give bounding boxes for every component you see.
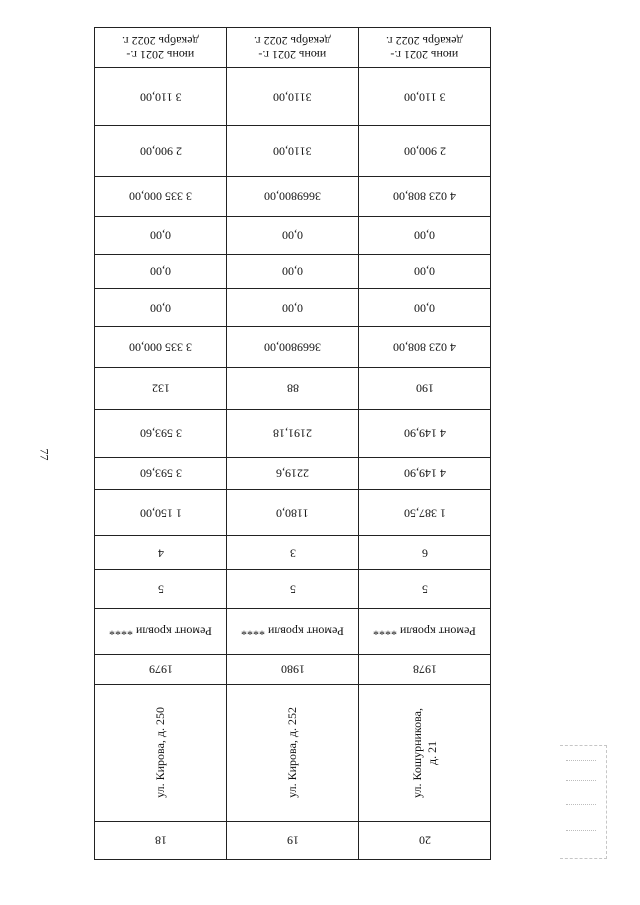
value: 5	[157, 582, 164, 597]
value: 0,00	[282, 228, 303, 243]
row-fund-1	[95, 216, 491, 254]
value: 4 149,90	[403, 466, 446, 481]
row-living-area	[95, 409, 491, 457]
row-fund-2	[95, 255, 491, 289]
row-year	[95, 654, 491, 684]
value: 4 023 808,00	[393, 189, 456, 204]
value: 0,00	[414, 228, 435, 243]
value: 1979	[148, 662, 173, 677]
value: 3 593,60	[139, 466, 182, 481]
row-total-area	[95, 457, 491, 489]
row-number	[95, 821, 491, 859]
value: 3669800,00	[264, 189, 321, 204]
value: 0,00	[414, 300, 435, 315]
value: 3669800,00	[264, 340, 321, 355]
row-period	[95, 28, 491, 68]
address: ул. Кирова, д. 250	[153, 707, 167, 799]
value: 1 150,00	[139, 505, 182, 520]
value: 0,00	[414, 264, 435, 279]
value: 1 387,50	[403, 505, 446, 520]
value: 1978	[412, 662, 437, 677]
row-owners-funds	[95, 327, 491, 367]
value: 5	[421, 582, 428, 597]
value: 3 110,00	[403, 90, 446, 105]
value: 190	[415, 381, 434, 396]
value: 1980	[280, 662, 305, 677]
row-entrances	[95, 536, 491, 570]
cell-period-18: июнь 2021 г.- декабрь 2022 г.	[95, 28, 227, 68]
cell-period-19: июнь 2021 г.- декабрь 2022 г.	[227, 28, 359, 68]
row-total-cost	[95, 176, 491, 216]
value: 0,00	[150, 264, 171, 279]
row-fund-3	[95, 289, 491, 327]
value: 20	[418, 833, 431, 848]
value: 3 110,00	[139, 90, 182, 105]
value: Ремонт кровли ****	[109, 624, 212, 639]
value: 3 593,60	[139, 426, 182, 441]
faint-stamp-mark	[560, 745, 607, 859]
address: ул. Кирова, д. 252	[285, 707, 299, 799]
value: 18	[154, 833, 167, 848]
row-residents	[95, 367, 491, 409]
value: 4 023 808,00	[393, 340, 456, 355]
housing-repair-table	[94, 27, 491, 860]
row-limit-price	[95, 126, 491, 176]
row-work-type	[95, 608, 491, 654]
value: 1180,0	[276, 505, 309, 520]
value: Ремонт кровли ****	[241, 624, 344, 639]
page-number: 77	[37, 448, 52, 461]
value: 3110,00	[273, 90, 312, 105]
value: 3 335 000,00	[129, 340, 192, 355]
value: 6	[421, 546, 428, 561]
value: 3 335 000,00	[129, 189, 192, 204]
value: 0,00	[150, 300, 171, 315]
value: 0,00	[282, 264, 303, 279]
value: 2 900,00	[403, 144, 446, 159]
value: 2 900,00	[139, 144, 182, 159]
row-address	[95, 685, 491, 822]
row-price-per-m2	[95, 68, 491, 126]
row-floors	[95, 570, 491, 608]
value: 3110,00	[273, 144, 312, 159]
address: ул. Кошурникова, д. 21	[409, 707, 439, 798]
value: 4 149,90	[403, 426, 446, 441]
value: 2219,6	[276, 466, 309, 481]
value: 19	[286, 833, 299, 848]
value: Ремонт кровли ****	[373, 624, 476, 639]
cell-period-20: июнь 2021 г.- декабрь 2022 г.	[359, 28, 491, 68]
value: 0,00	[150, 228, 171, 243]
value: 132	[151, 381, 170, 396]
value: 5	[289, 582, 296, 597]
value: 4	[157, 546, 164, 561]
value: 3	[289, 546, 296, 561]
row-roof-area	[95, 490, 491, 536]
value: 88	[286, 381, 299, 396]
value: 2191,18	[273, 426, 312, 441]
value: 0,00	[282, 300, 303, 315]
